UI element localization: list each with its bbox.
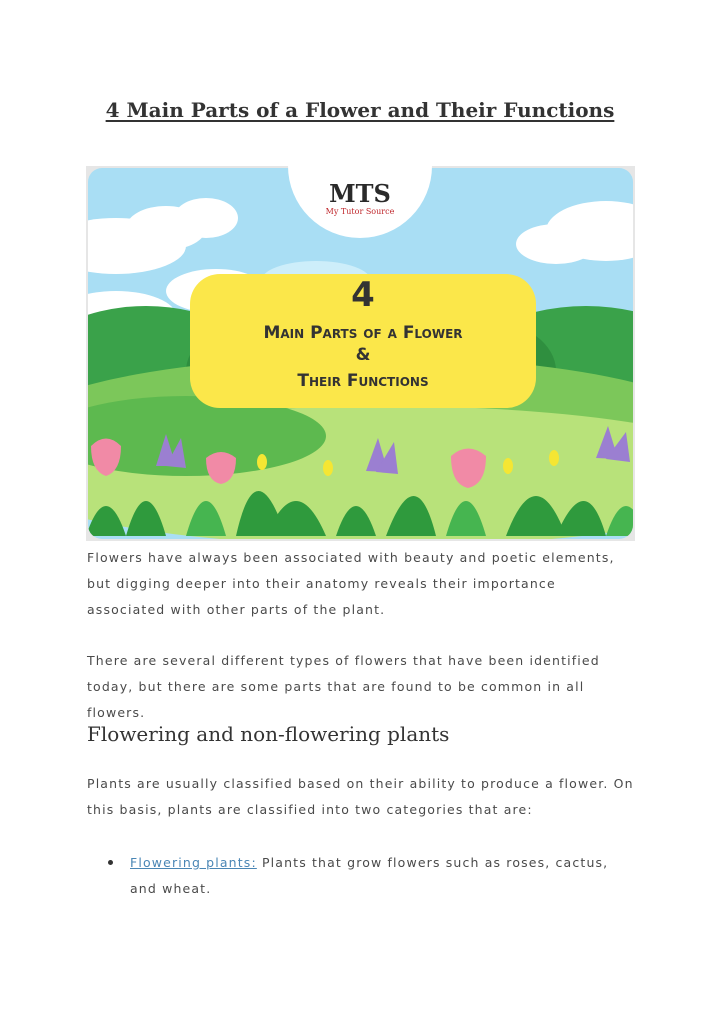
intro-paragraph: Flowers have always been associated with beauty and poetic elements, but digging deeper into their anatomy reveals their importance associated with other parts of the plant.	[87, 550, 615, 617]
section-paragraph: Plants are usually classified based on their ability to produce a flower. On this basis, plants are classified into two categories that are:	[87, 776, 634, 817]
logo-text: My Tutor Source	[325, 207, 395, 216]
banner-number: 4	[351, 275, 375, 315]
page-title: 4 Main Parts of a Flower and Their Functions	[105, 98, 615, 122]
banner-line-2: &	[355, 345, 371, 365]
bullet-list	[108, 850, 628, 902]
bullet-text: Plants that grow flowers such as roses, cactus, and wheat.	[130, 855, 609, 896]
logo-mark: MTS	[329, 179, 391, 208]
banner-line-1: Main Parts of a Flower	[263, 323, 463, 343]
bullet-icon	[108, 860, 113, 865]
flowering-plants-link[interactable]: Flowering plants:	[130, 855, 257, 870]
hero-image	[86, 166, 635, 541]
banner-line-3: Their Functions	[297, 371, 429, 391]
second-paragraph: There are several different types of flowers that have been identified today, but there are some parts that are found to be common in all flowers.	[87, 653, 600, 720]
section-heading: Flowering and non-flowering plants	[87, 722, 450, 746]
list-item	[108, 850, 628, 902]
